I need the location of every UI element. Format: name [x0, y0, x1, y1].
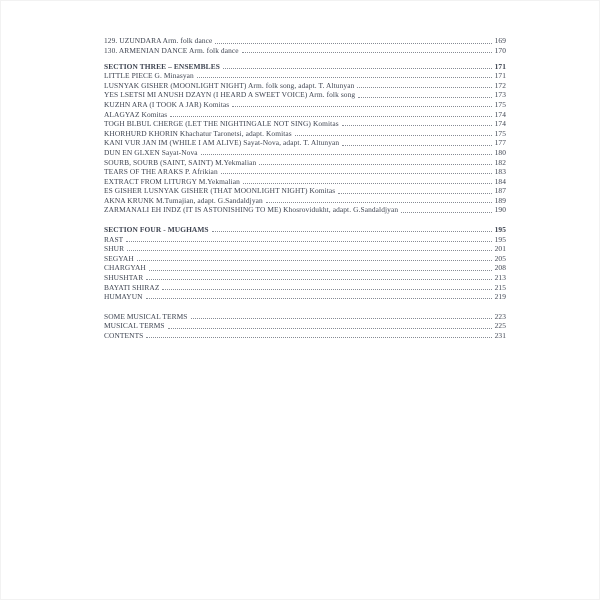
toc-section-heading-row: [104, 225, 506, 235]
dot-leader: [126, 241, 491, 242]
toc-entry-row: [104, 176, 506, 186]
toc-entry-row: [104, 167, 506, 177]
toc-entry-page-number: 171: [494, 61, 506, 71]
dot-leader: [201, 154, 492, 155]
toc-group: [104, 36, 506, 55]
dot-leader: [215, 43, 491, 44]
toc-entry-row: [104, 282, 506, 292]
dot-leader: [212, 231, 492, 232]
toc-entry-page-number: 182: [494, 157, 506, 167]
toc-entry-page-number: 187: [494, 186, 506, 196]
toc-entry-label: LITTLE PIECE G. Minasyan: [104, 71, 194, 81]
toc-entry-page-number: 201: [494, 244, 506, 254]
toc-entry-label: BAYATI SHIRAZ: [104, 282, 160, 292]
toc-entry-row: [104, 90, 506, 100]
toc-entry-page-number: 173: [494, 90, 506, 100]
dot-leader: [137, 260, 492, 261]
toc-entry-label: SECTION FOUR - MUGHAMS: [104, 225, 209, 235]
toc-group: [104, 61, 506, 215]
toc-entry-label: KANI VUR JAN IM (WHILE I AM ALIVE) Sayat-Nova, adapt. T. Altunyan: [104, 138, 340, 148]
toc-entry-label: CHARGYAH: [104, 263, 146, 273]
toc-entry-label: SEGYAH: [104, 253, 134, 263]
dot-leader: [146, 279, 491, 280]
dot-leader: [259, 164, 491, 165]
toc-entry-page-number: 183: [494, 167, 506, 177]
toc-entry-row: [104, 128, 506, 138]
dot-leader: [358, 97, 491, 98]
toc-entry-label: CONTENTS: [104, 331, 144, 341]
toc-entry-label: EXTRACT FROM LITURGY M.Yekmalian: [104, 176, 240, 186]
toc-entry-page-number: 219: [494, 292, 506, 302]
toc-entry-page-number: 205: [494, 253, 506, 263]
toc-entry-page-number: 190: [494, 205, 506, 215]
toc-entry-row: [104, 186, 506, 196]
dot-leader: [170, 116, 491, 117]
toc-entry-page-number: 174: [494, 119, 506, 129]
toc-entry-page-number: 223: [494, 311, 506, 321]
toc-entry-row: [104, 71, 506, 81]
toc-entry-label: SHUSHTAR: [104, 273, 144, 283]
dot-leader: [357, 87, 491, 88]
dot-leader: [338, 193, 491, 194]
toc-entry-row: [104, 244, 506, 254]
toc-entry-label: RAST: [104, 234, 124, 244]
toc-entry-row: [104, 196, 506, 206]
toc-entry-page-number: 195: [494, 225, 506, 235]
toc-entry-label: SECTION THREE – ENSEMBLES: [104, 61, 220, 71]
dot-leader: [149, 270, 492, 271]
toc-entry-row: [104, 234, 506, 244]
toc-entry-page-number: 208: [494, 263, 506, 273]
toc-entry-page-number: 172: [494, 80, 506, 90]
toc-entry-label: TOGH BLBUL CHERGE (LET THE NIGHTINGALE NOT SING) Komitas: [104, 119, 339, 129]
toc-group: [104, 225, 506, 302]
table-of-contents: [104, 36, 506, 340]
dot-leader: [168, 328, 492, 329]
toc-entry-page-number: 225: [494, 321, 506, 331]
dot-leader: [127, 250, 491, 251]
toc-entry-row: [104, 100, 506, 110]
dot-leader: [342, 145, 491, 146]
toc-entry-row: [104, 311, 506, 321]
toc-entry-page-number: 177: [494, 138, 506, 148]
toc-entry-page-number: 171: [494, 71, 506, 81]
toc-entry-page-number: 213: [494, 273, 506, 283]
dot-leader: [295, 135, 492, 136]
toc-section-heading-row: [104, 61, 506, 71]
dot-leader: [266, 202, 492, 203]
toc-entry-label: ALAGYAZ Komitas: [104, 109, 168, 119]
toc-entry-label: DUN EN GLXEN Sayat-Nova: [104, 147, 198, 157]
toc-entry-label: TEARS OF THE ARAKS P. Afrikian: [104, 167, 218, 177]
toc-entry-row: [104, 148, 506, 158]
toc-entry-label: ZARMANALI EH INDZ (IT IS ASTONISHING TO ME) Khosrovidukht, adapt. G.Sandaldjyan: [104, 205, 399, 215]
toc-entry-label: SOME MUSICAL TERMS: [104, 311, 188, 321]
toc-entry-row: [104, 273, 506, 283]
dot-leader: [146, 298, 492, 299]
toc-entry-row: [104, 46, 506, 56]
toc-entry-page-number: 180: [494, 147, 506, 157]
dot-leader: [221, 173, 492, 174]
toc-entry-page-number: 195: [494, 234, 506, 244]
dot-leader: [243, 183, 492, 184]
toc-entry-row: [104, 138, 506, 148]
toc-entry-label: MUSICAL TERMS: [104, 321, 165, 331]
toc-entry-label: ES GISHER LUSNYAK GISHER (THAT MOONLIGHT NIGHT) Komitas: [104, 186, 336, 196]
toc-entry-row: [104, 109, 506, 119]
toc-entry-page-number: 170: [494, 45, 506, 55]
toc-entry-label: KHORHURD KHORIN Khachatur Taronetsi, adapt. Komitas: [104, 128, 292, 138]
toc-entry-row: [104, 321, 506, 331]
dot-leader: [191, 318, 492, 319]
toc-entry-row: [104, 253, 506, 263]
dot-leader: [401, 212, 491, 213]
toc-entry-row: [104, 157, 506, 167]
toc-entry-page-number: 174: [494, 109, 506, 119]
toc-entry-page-number: 189: [494, 195, 506, 205]
toc-entry-row: [104, 331, 506, 341]
dot-leader: [146, 337, 491, 338]
dot-leader: [342, 125, 492, 126]
toc-entry-row: [104, 119, 506, 129]
toc-entry-page-number: 175: [494, 128, 506, 138]
dot-leader: [197, 77, 492, 78]
toc-entry-row: [104, 80, 506, 90]
toc-entry-label: SOURB, SOURB (SAINT, SAINT) M.Yekmalian: [104, 157, 257, 167]
toc-group: [104, 311, 506, 340]
toc-entry-page-number: 169: [494, 36, 506, 46]
toc-entry-label: AKNA KRUNK M.Tumajian, adapt. G.Sandaldjyan: [104, 195, 263, 205]
toc-entry-row: [104, 36, 506, 46]
toc-entry-row: [104, 292, 506, 302]
toc-entry-page-number: 175: [494, 99, 506, 109]
toc-entry-page-number: 184: [494, 176, 506, 186]
toc-entry-page-number: 215: [494, 282, 506, 292]
toc-entry-row: [104, 205, 506, 215]
toc-entry-page-number: 231: [494, 331, 506, 341]
toc-entry-label: YES LSETSI MI ANUSH DZAYN (I HEARD A SWEET VOICE) Arm. folk song: [104, 90, 356, 100]
dot-leader: [223, 68, 492, 69]
toc-entry-label: 130. ARMENIAN DANCE Arm. folk dance: [104, 45, 239, 55]
toc-entry-label: SHUR: [104, 244, 125, 254]
dot-leader: [232, 106, 491, 107]
toc-entry-label: 129. UZUNDARA Arm. folk dance: [104, 36, 213, 46]
dot-leader: [162, 289, 491, 290]
dot-leader: [242, 52, 492, 53]
toc-entry-label: HUMAYUN: [104, 292, 143, 302]
toc-entry-label: LUSNYAK GISHER (MOONLIGHT NIGHT) Arm. folk song, adapt. T. Altunyan: [104, 80, 355, 90]
toc-entry-row: [104, 263, 506, 273]
toc-entry-label: KUZHN ARA (I TOOK A JAR) Komitas: [104, 99, 230, 109]
